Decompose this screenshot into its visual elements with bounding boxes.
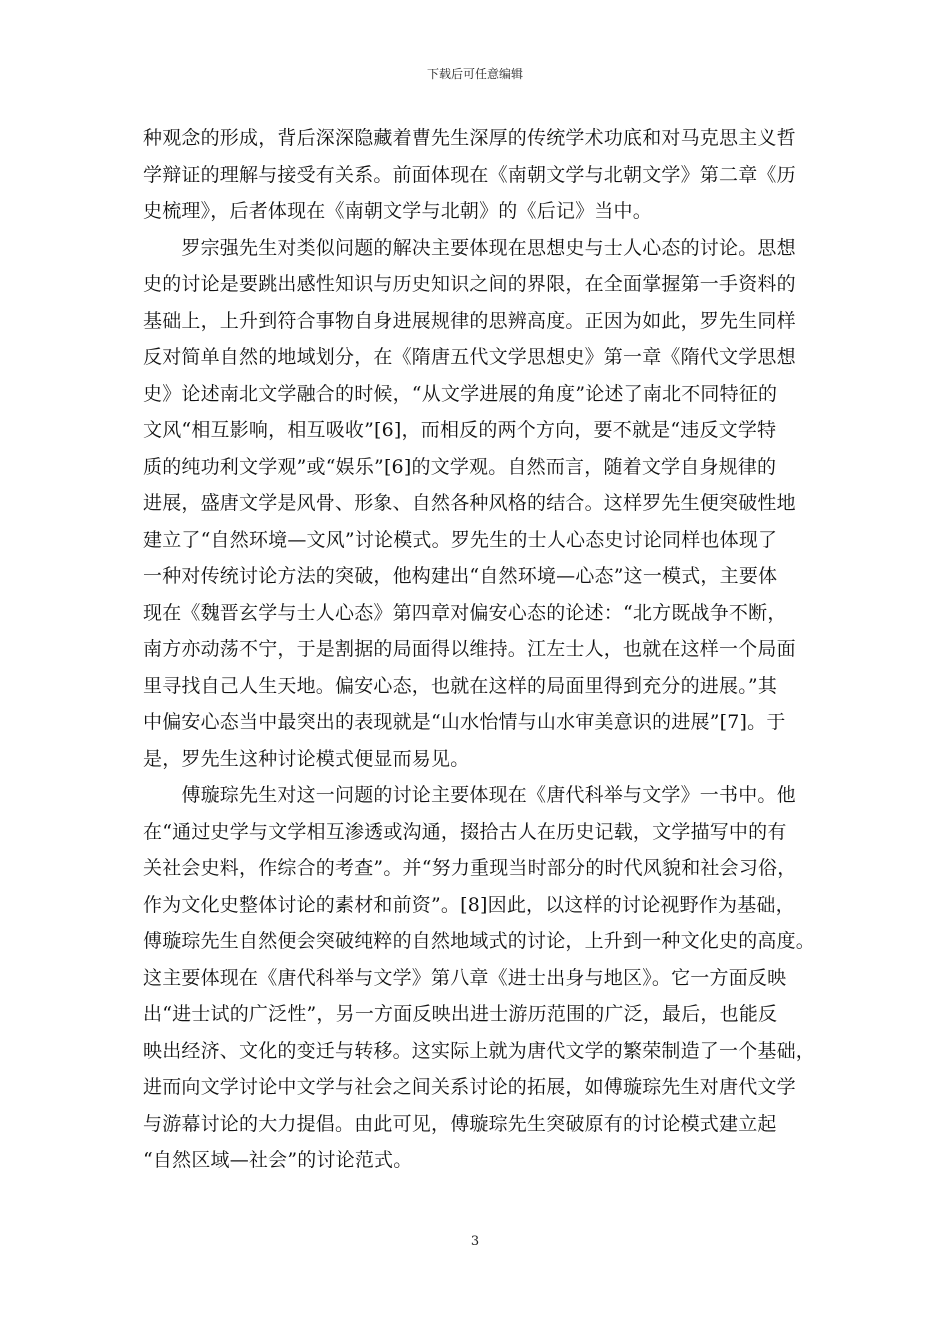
text-line: 史的讨论是要跳出感性知识与历史知识之间的界限，在全面掌握第一手资料的 xyxy=(143,273,796,295)
text-line: 进展，盛唐文学是风骨、形象、自然各种风格的结合。这样罗先生便突破性地 xyxy=(143,492,796,514)
page-header: 下载后可任意编辑 xyxy=(426,67,523,81)
text-line: 史》论述南北文学融合的时候，“从文学进展的角度”论述了南北不同特征的 xyxy=(143,382,778,405)
text-line: 这主要体现在《唐代科举与文学》第八章《进士出身与地区》。它一方面反映 xyxy=(143,966,787,989)
text-line: 罗宗强先生对类似问题的解决主要体现在思想史与士人心态的讨论。思想 xyxy=(143,236,796,259)
body-text xyxy=(143,120,823,1179)
text-line: 基础上，上升到符合事物自身进展规律的思辨高度。正因为如此，罗先生同样 xyxy=(143,309,796,332)
text-line: 质的纯功利文学观”或“娱乐”[6]的文学观。自然而言，随着文学自身规律的 xyxy=(143,455,777,478)
text-line: 现在《魏晋玄学与士人心态》第四章对偏安心态的论述：“北方既战争不断， xyxy=(143,601,787,624)
text-line: 史梳理》，后者体现在《南朝文学与北朝》的《后记》当中。 xyxy=(143,200,652,222)
text-line: 在“通过史学与文学相互渗透或沟通，掇拾古人在历史记载，文学描写中的有 xyxy=(143,820,787,843)
text-line: 是，罗先生这种讨论模式便显而易见。 xyxy=(143,747,470,770)
text-line: 与游幕讨论的大力提倡。由此可见，傅璇琮先生突破原有的讨论模式建立起 xyxy=(143,1112,777,1135)
text-line: 映出经济、文化的变迁与转移。这实际上就为唐代文学的繁荣制造了一个基础， xyxy=(143,1039,816,1062)
text-line: 学辩证的理解与接受有关系。前面体现在《南朝文学与北朝文学》第二章《历 xyxy=(143,163,796,186)
text-line: “自然区域—社会”的讨论范式。 xyxy=(143,1149,413,1171)
text-line: 作为文化史整体讨论的素材和前资”。[8]因此，以这样的讨论视野作为基础， xyxy=(143,893,795,916)
text-line: 种观念的形成，背后深深隐藏着曹先生深厚的传统学术功底和对马克思主义哲 xyxy=(143,127,796,149)
page-number: 3 xyxy=(470,1234,480,1249)
text-line: 中偏安心态当中最突出的表现就是“山水怡情与山水审美意识的进展”[7]。于 xyxy=(143,711,786,733)
text-line: 文风“相互影响，相互吸收”[6]，而相反的两个方向，要不就是“违反文学特 xyxy=(143,419,777,441)
text-line: 南方亦动荡不宁，于是割据的局面得以维持。江左士人，也就在这样一个局面 xyxy=(143,638,796,660)
text-line: 建立了“自然环境—文风”讨论模式。罗先生的士人心态史讨论同样也体现了 xyxy=(143,528,778,551)
text-line: 反对简单自然的地域划分，在《隋唐五代文学思想史》第一章《隋代文学思想 xyxy=(143,346,796,368)
text-line: 一种对传统讨论方法的突破，他构建出“自然环境—心态”这一模式，主要体 xyxy=(143,565,778,587)
text-line: 出“进士试的广泛性”，另一方面反映出进士游历范围的广泛，最后，也能反 xyxy=(143,1003,778,1025)
text-line: 关社会史料，作综合的考查”。并“努力重现当时部分的时代风貌和社会习俗， xyxy=(143,857,797,879)
text-line: 进而向文学讨论中文学与社会之间关系讨论的拓展，如傅璇琮先生对唐代文学 xyxy=(143,1076,796,1098)
text-line: 傅璇琮先生对这一问题的讨论主要体现在《唐代科举与文学》一书中。他 xyxy=(143,784,796,806)
text-line: 傅璇琮先生自然便会突破纯粹的自然地域式的讨论，上升到一种文化史的高度。 xyxy=(143,930,816,952)
text-line: 里寻找自己人生天地。偏安心态，也就在这样的局面里得到充分的进展。”其 xyxy=(143,674,778,697)
